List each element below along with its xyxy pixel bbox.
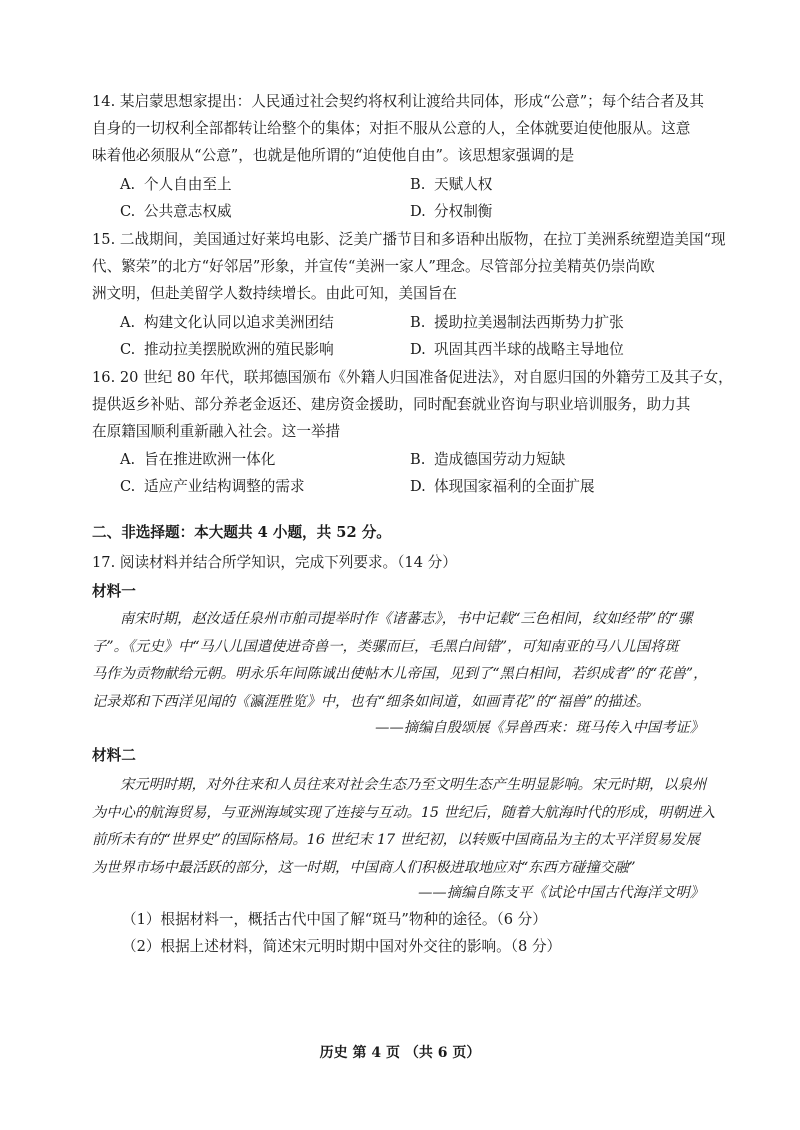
q15-options-row-1 <box>120 309 700 336</box>
q15-options-row-2 <box>120 336 700 363</box>
q15-option-a: A. 构建文化认同以追求美洲团结 <box>120 314 334 331</box>
q15-option-c: C. 推动拉美摆脱欧洲的殖民影响 <box>120 341 334 358</box>
q14-stem-line: 味着他必须服从“公意”，也就是他所谓的“迫使他自由”。该思想家强调的是 <box>92 147 575 164</box>
page-footer: 历史 第 4 页 （共 6 页） <box>319 1045 481 1061</box>
q14-stem-line: 自身的一切权利全部都转让给整个的集体；对拒不服从公意的人，全体就要迫使他服从。这意 <box>92 120 691 137</box>
material-2-label: 材料二 <box>92 747 136 764</box>
q14-option-c: C. 公共意志权威 <box>120 203 232 220</box>
q16-option-c: C. 适应产业结构调整的需求 <box>120 478 305 495</box>
material-1-line: 马作为贡物献给元朝。明永乐年间陈诚出使帖木儿帝国，见到了“黑白相间，若织成者”的“花兽”， <box>92 666 708 682</box>
q16-option-a: A. 旨在推进欧洲一体化 <box>120 451 276 468</box>
material-2-text <box>92 772 716 882</box>
material-2-line: 前所未有的“世界史”的国际格局。16 世纪末 17 世纪初，以转贩中国商品为主的太平洋贸易发展 <box>92 832 700 848</box>
q14-stem-line: 14. 某启蒙思想家提出：人民通过社会契约将权利让渡给共同体，形成“公意”；每个结合者及其 <box>92 93 704 110</box>
q16-options-row-2 <box>120 473 700 500</box>
q16-stem-line: 提供返乡补贴、部分养老金返还、建房资金援助，同时配套就业咨询与职业培训服务，助力其 <box>92 396 691 413</box>
material-1-line: 记录郑和下西洋见闻的《瀛涯胜览》中，也有“细条如间道，如画青花”的“福兽”的描述。 <box>92 693 651 710</box>
q14-option-b: B. 天赋人权 <box>410 176 493 193</box>
question-16-stem <box>92 364 733 445</box>
material-2-line: 为世界市场中最活跃的部分，这一时期，中国商人们积极进取地应对“东西方碰撞交融” <box>92 859 636 876</box>
q14-option-a: A. 个人自由至上 <box>120 176 232 193</box>
q15-option-d: D. 巩固其西半球的战略主导地位 <box>410 341 624 358</box>
section-2-title: 二、非选择题：本大题共 4 小题，共 52 分。 <box>92 524 391 541</box>
question-15-stem <box>92 226 726 307</box>
q14-option-d: D. 分权制衡 <box>410 203 493 220</box>
sub-question-2: （2）根据上述材料，简述宋元明时期中国对外交往的影响。（8 分） <box>122 938 562 955</box>
material-2-line: 宋元明时期，对外往来和人员往来对社会生态乃至文明生态产生明显影响。宋元时期，以泉州 <box>120 777 707 793</box>
material-2-line: 为中心的航海贸易，与亚洲海域实现了连接与互动。15 世纪后，随着大航海时代的形成，明朝进入 <box>92 804 716 821</box>
q16-stem-line: 在原籍国顺利重新融入社会。这一举措 <box>92 423 341 440</box>
q16-option-d: D. 体现国家福利的全面扩展 <box>410 478 595 495</box>
q16-option-b: B. 造成德国劳动力短缺 <box>410 451 566 468</box>
q15-option-b: B. 援助拉美遏制法西斯势力扩张 <box>410 314 624 331</box>
material-1-label: 材料一 <box>92 583 136 600</box>
q15-stem-line: 15. 二战期间，美国通过好莱坞电影、泛美广播节目和多语种出版物，在拉丁美洲系统塑造美国“现 <box>92 231 726 248</box>
q14-options-row-1 <box>120 171 700 198</box>
material-1-source: ——摘编自殷颂展《异兽西来：斑马传入中国考证》 <box>375 720 704 736</box>
question-17-intro: 17. 阅读材料并结合所学知识，完成下列要求。（14 分） <box>92 554 457 571</box>
q16-options-row-1 <box>120 446 700 473</box>
question-14-stem <box>92 88 712 169</box>
material-1-line: 子”。《元史》中“马八儿国遣使进奇兽一，类骡而巨，毛黑白间错”，可知南亚的马八儿国将斑 <box>92 638 679 655</box>
material-2-source: ——摘编自陈支平《试论中国古代海洋文明》 <box>418 885 704 901</box>
sub-question-1: （1）根据材料一，概括古代中国了解“斑马”物种的途径。（6 分） <box>122 911 547 928</box>
q15-stem-line: 洲文明，但赴美留学人数持续增长。由此可知，美国旨在 <box>92 285 457 302</box>
material-1-text <box>92 606 708 716</box>
q14-options-row-2 <box>120 198 700 225</box>
q15-stem-line: 代、繁荣”的北方“好邻居”形象，并宣传“美洲一家人”理念。尽管部分拉美精英仍崇尚欧 <box>92 258 655 275</box>
material-1-line: 南宋时期，赵汝适任泉州市舶司提举时作《诸蕃志》，书中记载“三色相间，纹如经带”的“骡 <box>120 611 693 627</box>
q16-stem-line: 16. 20 世纪 80 年代，联邦德国颁布《外籍人归国准备促进法》，对自愿归国的外籍劳工及其子女， <box>92 369 733 386</box>
